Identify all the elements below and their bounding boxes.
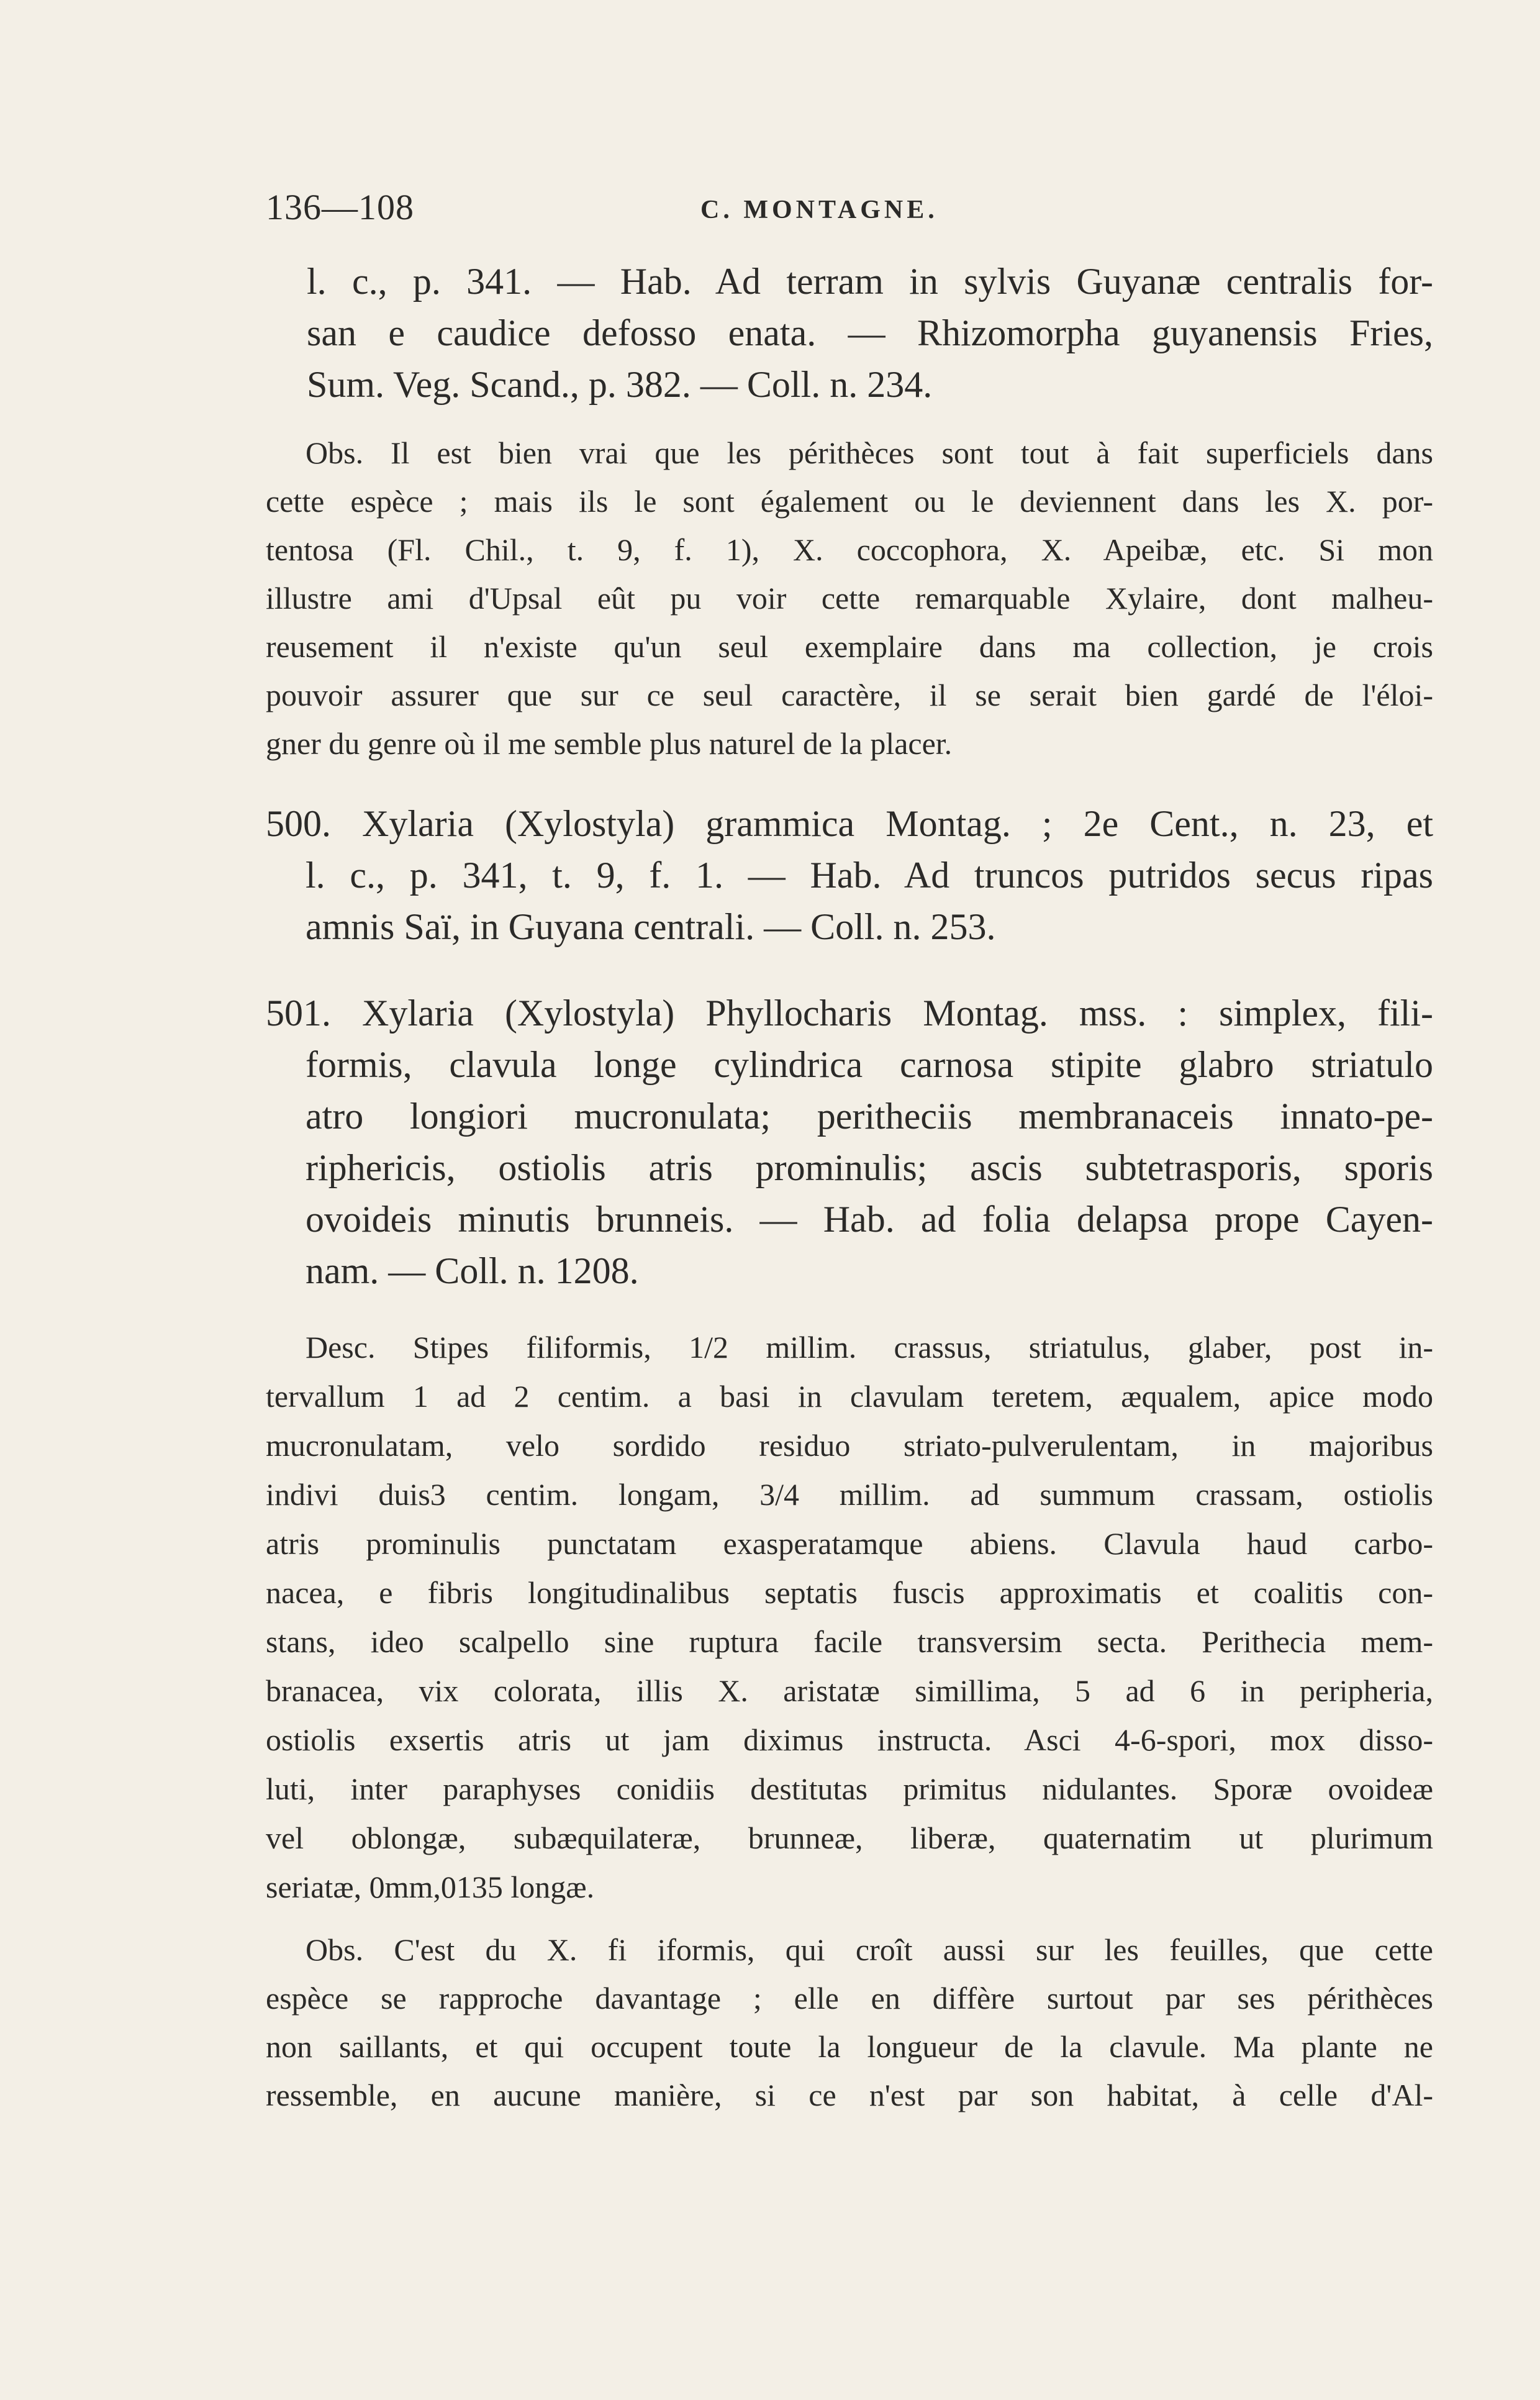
text-line: atris prominulis punctatam exasperatamque abiens. Clavula haud carbo- [266,1526,1433,1561]
text-line: reusement il n'existe qu'un seul exemplaire dans ma collection, je crois [266,629,1433,664]
text-line: cette espèce ; mais ils le sont également ou le deviennent dans les X. por- [266,484,1433,519]
page-header [266,186,1433,236]
text-line: Sum. Veg. Scand., p. 382. — Coll. n. 234. [307,364,933,405]
running-title: C. MONTAGNE. [700,196,938,224]
text-line: atro longiori mucronulata; peritheciis membranaceis innato-pe- [306,1096,1433,1137]
observation-paragraph-2 [266,1925,1433,2119]
text-line: seriatæ, 0mm,0135 longæ. [266,1870,595,1904]
text-line: formis, clavula longe cylindrica carnosa stipite glabro striatulo [306,1044,1433,1085]
text-line: tentosa (Fl. Chil., t. 9, f. 1), X. coccophora, X. Apeibæ, etc. Si mon [266,532,1433,567]
text-line: san e caudice defosso enata. — Rhizomorpha guyanensis Fries, [307,312,1433,353]
text-line: nacea, e fibris longitudinalibus septatis fuscis approximatis et coalitis con- [266,1575,1433,1610]
entry-501-paragraph [266,988,1433,1297]
page-number: 136—108 [266,187,414,227]
text-line: 501. Xylaria (Xylostyla) Phyllocharis Montag. mss. : simplex, fili- [266,993,1433,1034]
text-line: tervallum 1 ad 2 centim. a basi in clavulam teretem, æqualem, apice modo [266,1379,1433,1414]
top-entry-paragraph [266,256,1433,411]
text-line: vel oblongæ, subæquilateræ, brunneæ, liberæ, quaternatim ut plurimum [266,1820,1433,1855]
text-line: ostiolis exsertis atris ut jam diximus instructa. Asci 4-6-spori, mox disso- [266,1722,1433,1757]
text-line: non saillants, et qui occupent toute la longueur de la clavule. Ma plante ne [266,2029,1433,2064]
text-line: riphericis, ostiolis atris prominulis; ascis subtetrasporis, sporis [306,1147,1433,1188]
text-line: mucronulatam, velo sordido residuo striato-pulverulentam, in majoribus [266,1428,1433,1463]
entry-500-paragraph [266,798,1433,953]
text-line: luti, inter paraphyses conidiis destitutas primitus nidulantes. Sporæ ovoideæ [266,1771,1433,1806]
text-line: Desc. Stipes filiformis, 1/2 millim. crassus, striatulus, glaber, post in- [306,1330,1433,1365]
text-line: l. c., p. 341. — Hab. Ad terram in sylvis Guyanæ centralis for- [307,261,1433,302]
text-line: l. c., p. 341, t. 9, f. 1. — Hab. Ad truncos putridos secus ripas [306,855,1433,896]
text-line: Obs. Il est bien vrai que les périthèces sont tout à fait superficiels dans [306,435,1433,470]
text-line: branacea, vix colorata, illis X. aristatæ simillima, 5 ad 6 in peripheria, [266,1673,1433,1708]
text-line: gner du genre où il me semble plus naturel de la placer. [266,726,953,761]
text-line: pouvoir assurer que sur ce seul caractère, il se serait bien gardé de l'éloi- [266,678,1433,712]
observation-paragraph-1 [266,429,1433,768]
text-line: 500. Xylaria (Xylostyla) grammica Montag. ; 2e Cent., n. 23, et [266,803,1433,844]
text-line: indivi duis3 centim. longam, 3/4 millim. ad summum crassam, ostiolis [266,1477,1433,1512]
text-line: ressemble, en aucune manière, si ce n'est par son habitat, à celle d'Al- [266,2078,1433,2112]
description-paragraph [266,1323,1433,1912]
text-line: espèce se rapproche davantage ; elle en diffère surtout par ses périthèces [266,1981,1433,2016]
text-line: nam. — Coll. n. 1208. [306,1250,639,1291]
text-line: Obs. C'est du X. fi iformis, qui croît aussi sur les feuilles, que cette [306,1932,1433,1967]
text-line: ovoideis minutis brunneis. — Hab. ad folia delapsa prope Cayen- [306,1199,1433,1240]
text-line: illustre ami d'Upsal eût pu voir cette remarquable Xylaire, dont malheu- [266,581,1433,616]
text-line: stans, ideo scalpello sine ruptura facile transversim secta. Perithecia mem- [266,1624,1433,1659]
text-line: amnis Saï, in Guyana centrali. — Coll. n. 253. [306,906,996,947]
